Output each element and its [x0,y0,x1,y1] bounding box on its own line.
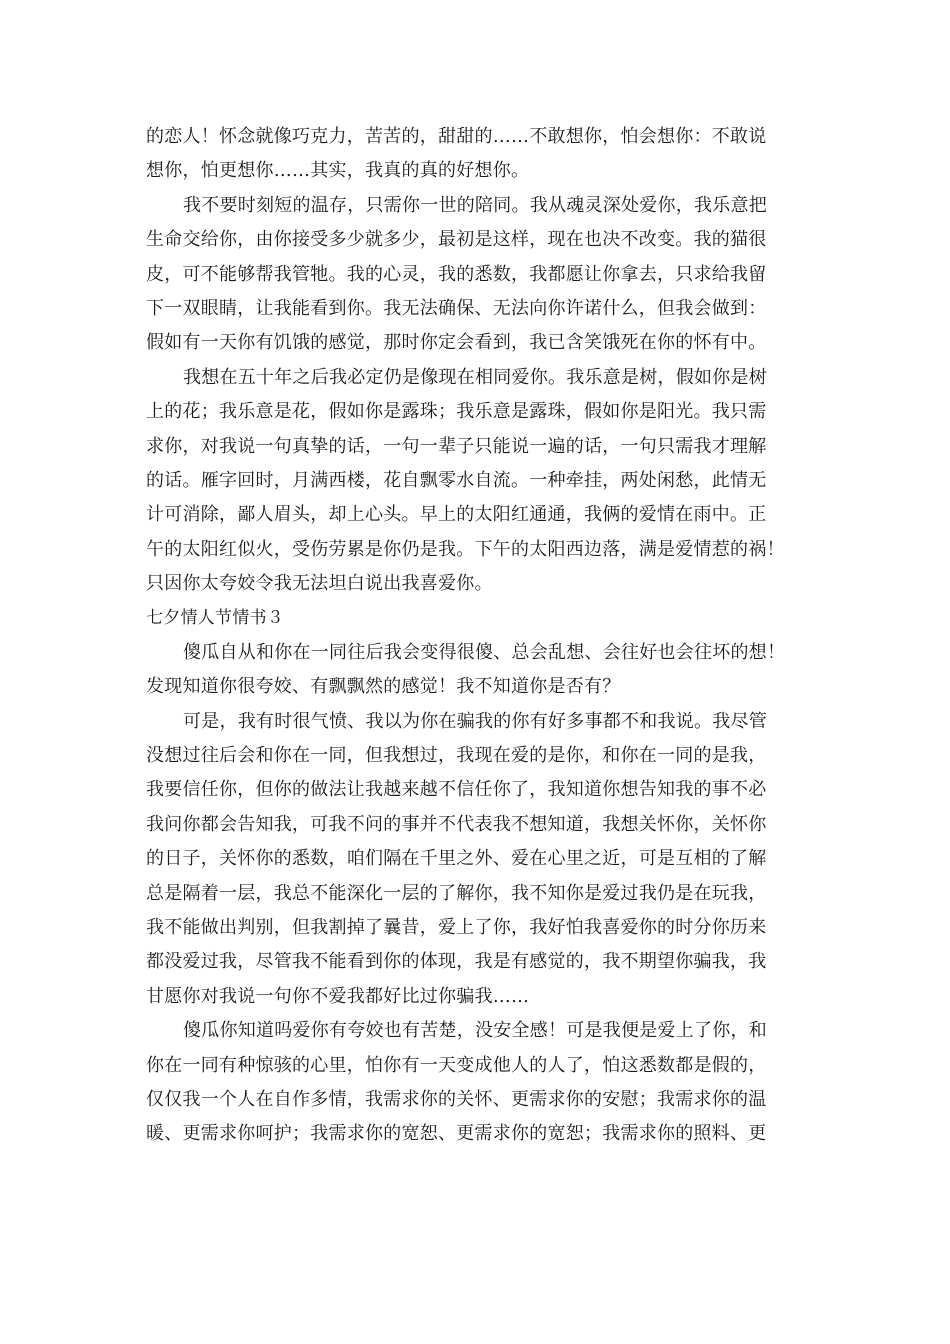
document-page [146,120,806,1152]
text-line: 假如有一天你有饥饿的感觉，那时你定会看到，我已含笑饿死在你的怀有中。 [146,332,767,354]
text-line: 午的太阳红似火，受伤劳累是你仍是我。下午的太阳西边落，满是爱情惹的祸！ [146,538,785,560]
text-line: 我问你都会告知我，可我不问的事并不代表我不想知道，我想关怀你，关怀你 [146,813,767,835]
text-line: 的话。雁字回时，月满西楼，花自飘零水自流。一种牵挂，两处闲愁，此情无 [146,469,767,491]
text-line: 仅仅我一个人在自作多情，我需求你的关怀、更需求你的安慰；我需求你的温 [146,1088,767,1110]
text-line: 你在一同有种惊骇的心里，怕你有一天变成他人的人了，怕这悉数都是假的， [146,1054,767,1076]
text-line: 都没爱过我，尽管我不能看到你的体现，我是有感觉的，我不期望你骗我，我 [146,951,767,973]
text-line: 可是，我有时很气愤、我以为你在骗我的你有好多事都不和我说。我尽管 [183,710,767,732]
text-line: 计可消除，鄙人眉头，却上心头。早上的太阳红通通，我俩的爱情在雨中。正 [146,504,767,526]
text-line: 想你，怕更想你……其实，我真的真的好想你。 [146,160,530,182]
text-line: 我要信任你，但你的做法让我越来越不信任你了，我知道你想告知我的事不必 [146,779,767,801]
text-line: 的恋人！怀念就像巧克力，苦苦的，甜甜的……不敢想你，怕会想你：不敢说 [146,126,767,147]
text-line: 生命交给你，由你接受多少就多少，最初是这样，现在也决不改变。我的猫很 [146,229,767,251]
text-line: 只因你太夸姣令我无法坦白说出我喜爱你。 [146,573,493,595]
text-line: 皮，可不能够帮我管牠。我的心灵，我的悉数，我都愿让你拿去，只求给我留 [146,263,767,285]
text-line: 下一双眼睛，让我能看到你。我无法确保、无法向你许诺什么，但我会做到： [146,297,767,319]
text-line: 我想在五十年之后我必定仍是像现在相同爱你。我乐意是树，假如你是树 [183,366,767,388]
text-line: 总是隔着一层，我总不能深化一层的了解你，我不知你是爱过我仍是在玩我， [146,882,767,904]
text-line: 的日子，关怀你的悉数，咱们隔在千里之外、爱在心里之近，可是互相的了解 [146,848,767,870]
text-line: 我不要时刻短的温存，只需你一世的陪同。我从魂灵深处爱你，我乐意把 [183,194,767,216]
text-line: 暖、更需求你呵护；我需求你的宽恕、更需求你的宽恕；我需求你的照料、更 [146,1123,767,1145]
text-line: 傻瓜自从和你在一同往后我会变得很傻、总会乱想、会往好也会往坏的想！ [183,641,786,663]
text-line: 没想过往后会和你在一同，但我想过，我现在爱的是你，和你在一同的是我， [146,745,767,767]
text-line: 傻瓜你知道吗爱你有夸姣也有苦楚，没安全感！可是我便是爱上了你，和 [183,1020,767,1042]
text-line: 上的花；我乐意是花，假如你是露珠；我乐意是露珠，假如你是阳光。我只需 [146,401,767,423]
text-line: 我不能做出判别，但我割掉了曩昔，爱上了你，我好怕我喜爱你的时分你历来 [146,916,767,938]
text-line: 甘愿你对我说一句你不爱我都好比过你骗我…… [146,985,530,1007]
text-line: 求你，对我说一句真挚的话，一句一辈子只能说一遍的话，一句只需我才理解 [146,435,767,457]
text-line: 发现知道你很夸姣、有飘飘然的感觉！我不知道你是否有？ [146,676,621,698]
section-heading: 七夕情人节情书３ [146,608,284,629]
